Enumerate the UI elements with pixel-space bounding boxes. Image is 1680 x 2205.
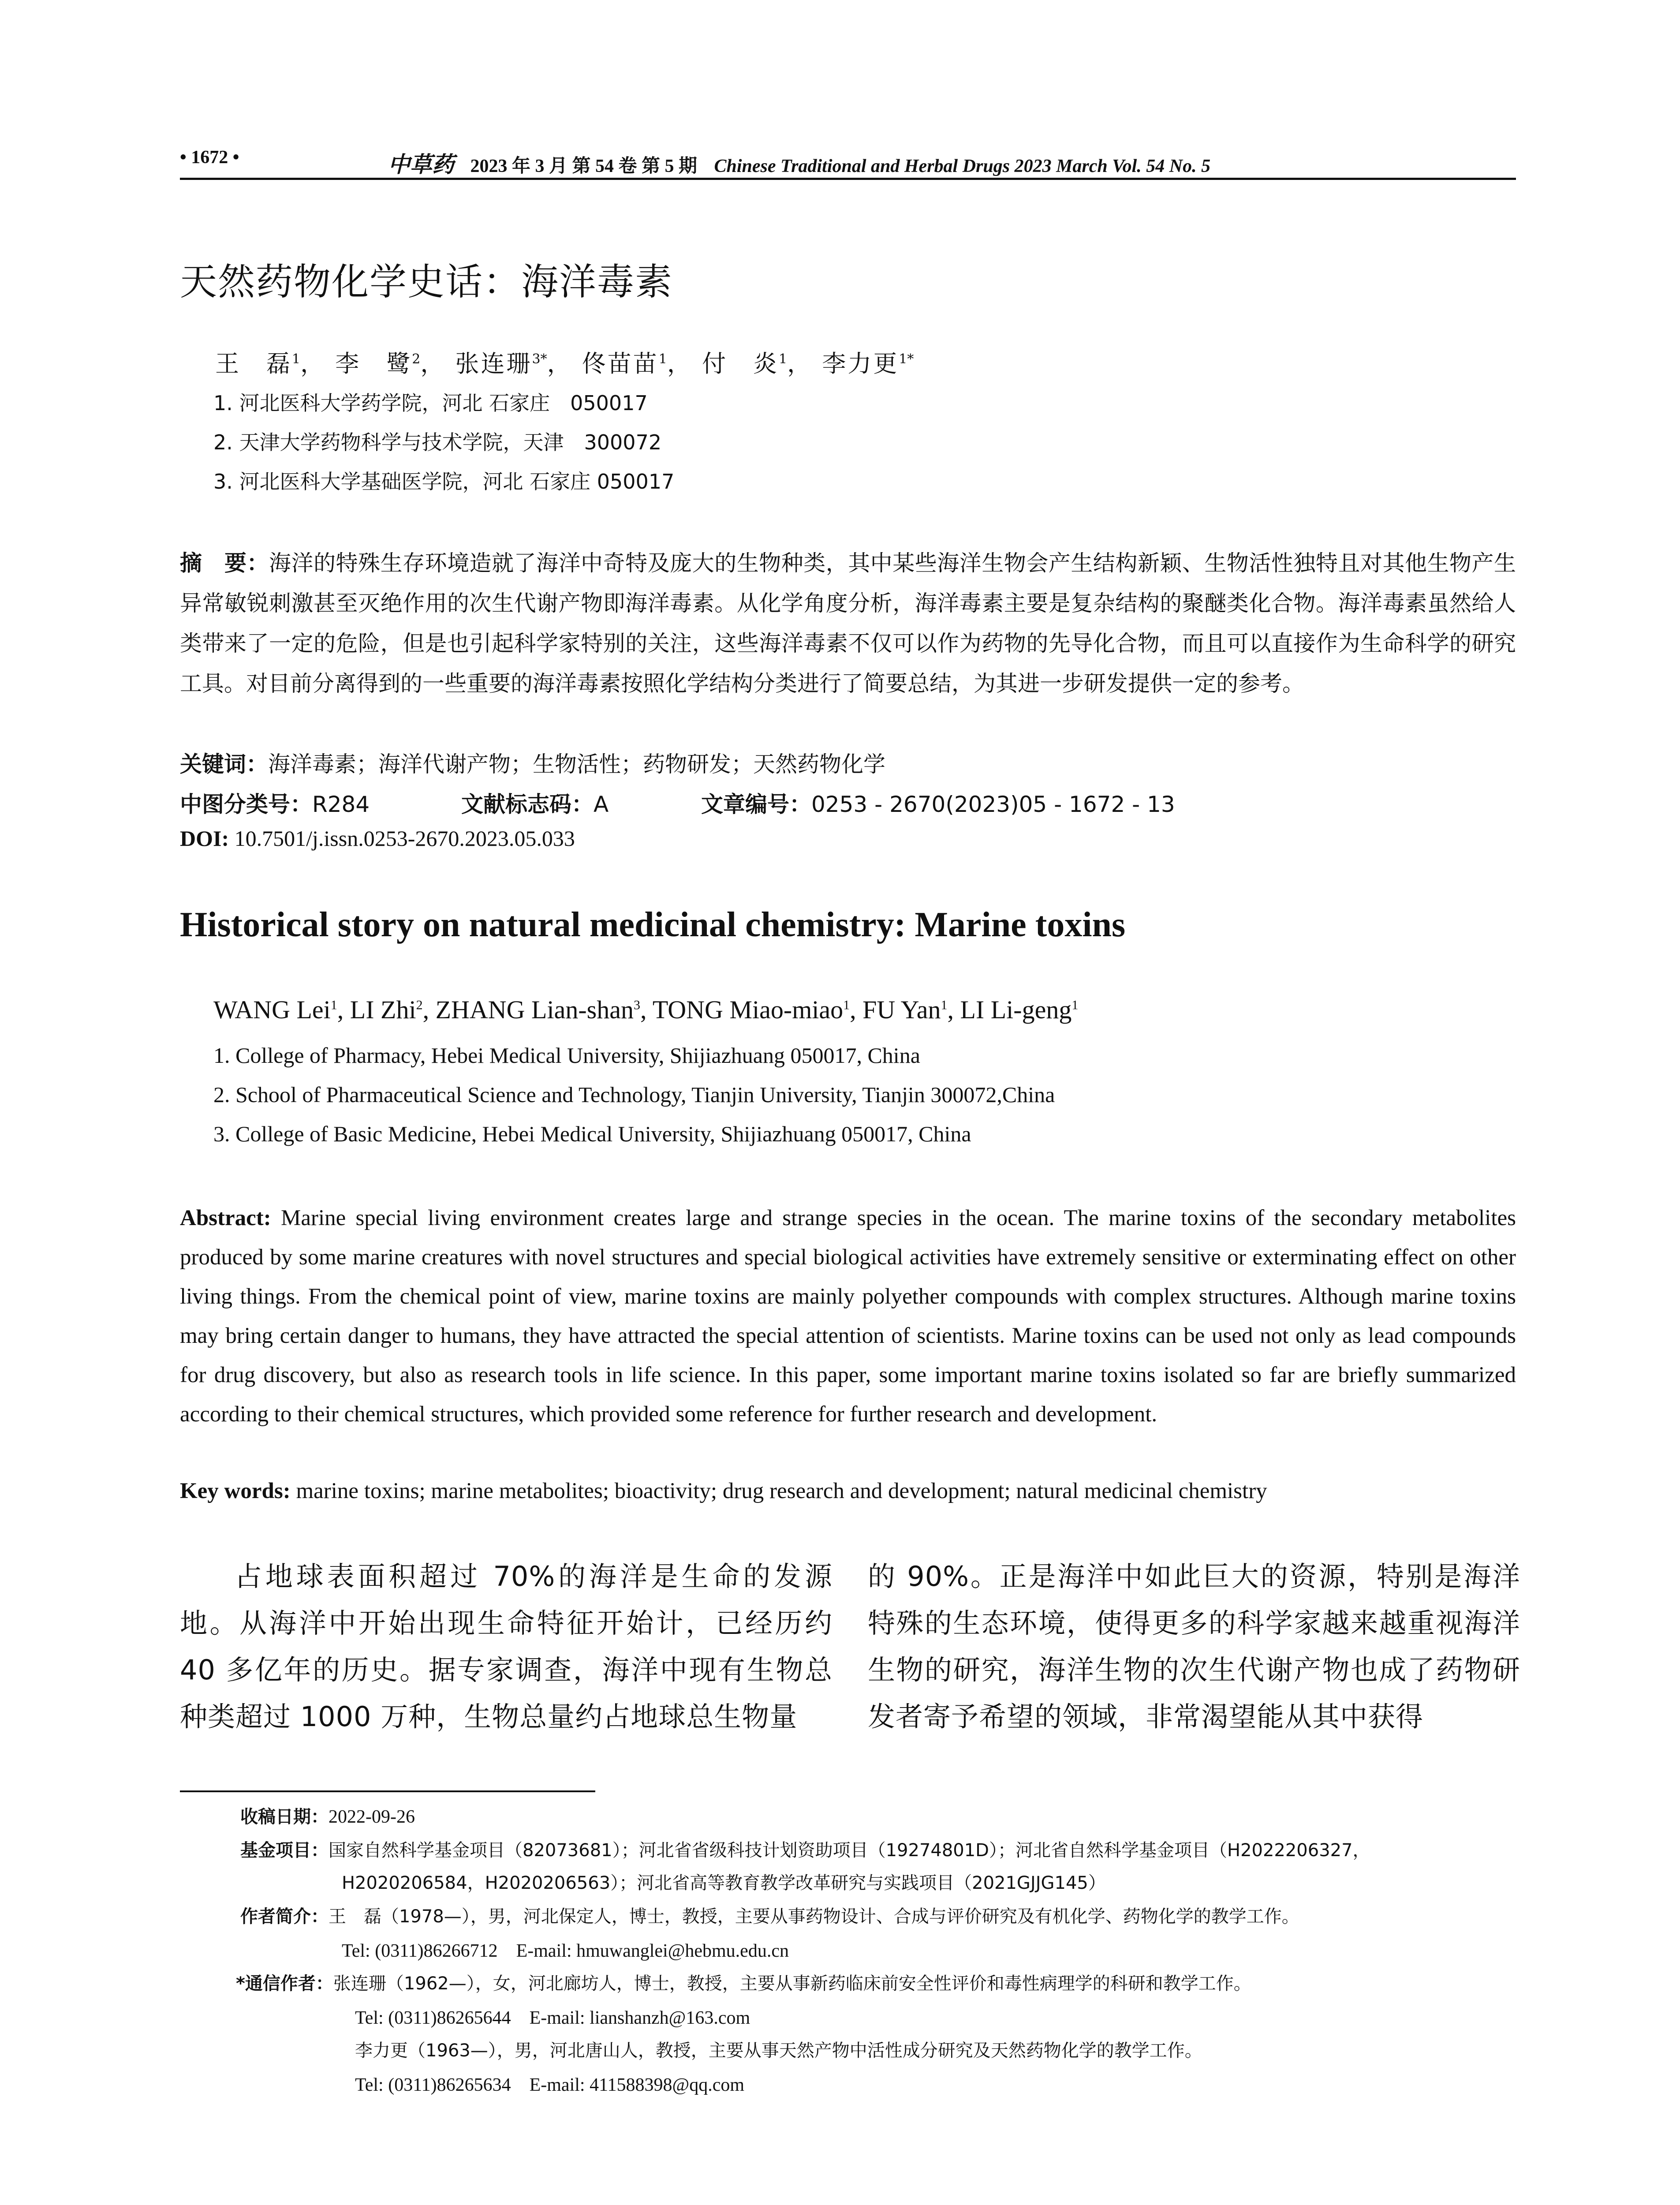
en-abstract-line: exterminating effect on other living things. From the chemical point of view, marine toxins are mainly polyether compounds with — [180, 1245, 1516, 1309]
cn-title: 天然药物化学史话：海洋毒素 — [180, 260, 673, 303]
clc-label: 中图分类号： — [180, 792, 312, 817]
en-keywords-text: marine toxins; marine metabolites; bioactivity; drug research and development; natural medicinal chemistry — [296, 1479, 1267, 1503]
doc-code-value: A — [594, 792, 609, 817]
corresponding-label: *通信作者： — [236, 1973, 333, 1994]
en-affiliation: 3. College of Basic Medicine, Hebei Medical University, Shijiazhuang 050017, China — [213, 1121, 971, 1146]
en-abstract-line: Marine special living environment creates large and strange species in the ocean. The marine toxins of the secondary — [280, 1206, 1403, 1230]
corresponding-text-second: 李力更（1963—），男，河北唐山人，教授，主要从事天然产物中活性成分研究及天然药物化学的教学工作。 — [355, 2041, 1202, 2061]
cn-keywords-text: 海洋毒素；海洋代谢产物；生物活性；药物研发；天然药物化学 — [268, 751, 885, 777]
journal-logo: 中草药 — [388, 151, 454, 177]
cn-author-affil-mark: 1 — [658, 351, 667, 367]
body-column-right: 的 90%。正是海洋中如此巨大的资源，特别是海洋特殊的生态环境，使得更多的科学家越来越重视海洋生物的研究，海洋生物的次生代谢产物也成了药物研发者寄予希望的领域，非常渴望能从其中获得 — [868, 1560, 1520, 1733]
en-author-separator: , — [850, 995, 863, 1024]
en-keywords — [180, 1478, 1267, 1504]
received-label: 收稿日期： — [240, 1807, 329, 1827]
journal-header — [388, 147, 1210, 179]
classification-line — [180, 787, 370, 818]
doi-value: 10.7501/j.issn.0253-2670.2023.05.033 — [234, 826, 575, 851]
en-author-separator: , — [640, 995, 653, 1024]
fund-info — [240, 1836, 1370, 1861]
en-author-separator: , — [422, 995, 436, 1024]
en-author-name: FU Yan — [862, 995, 941, 1024]
cn-author-affil-mark: 2 — [412, 351, 421, 367]
en-author-affil-mark: 3 — [633, 998, 640, 1013]
journal-name-en: Chinese Traditional and Herbal Drugs 2023 March Vol. 54 No. 5 — [714, 156, 1211, 176]
cn-author-affil-mark: 1 — [779, 351, 788, 367]
corresponding-contact-second: Tel: (0311)86265634 E-mail: 411588398@qq.com — [355, 2075, 745, 2095]
en-author-affil-mark: 1 — [1071, 998, 1079, 1013]
cn-author-name: 付 炎 — [702, 350, 779, 377]
cn-affiliation: 2. 天津大学药物科学与技术学院，天津 300072 — [213, 430, 662, 454]
cn-abstract-line: 化合物。海洋毒素虽然给人类带来了一定的危险，但是也引起科学家特别的关注，这些海洋毒素不仅可以作为药物的先导化 — [180, 590, 1516, 656]
header-divider — [180, 178, 1516, 180]
en-author-affil-mark: 2 — [416, 998, 423, 1013]
article-no-label: 文章编号： — [701, 792, 811, 817]
en-abstract-label: Abstract: — [180, 1206, 271, 1230]
cn-author-separator: ， — [300, 350, 326, 377]
received-value: 2022-09-26 — [329, 1807, 415, 1827]
en-author-separator: , — [337, 995, 350, 1024]
doi-label: DOI: — [180, 826, 229, 851]
cn-author-name: 李 鹭 — [335, 350, 412, 377]
en-abstract-line: for further research and development. — [818, 1402, 1157, 1427]
cn-author-list — [215, 345, 914, 379]
cn-abstract-line: 其他生物产生异常敏锐刺激甚至灭绝作用的次生代谢产物即海洋毒素。从化学角度分析，海洋毒素主要是复杂结构的聚醚类 — [180, 550, 1516, 616]
cn-author-name: 佟苗苗 — [582, 350, 659, 377]
fund-text-continued: H2020206584，H2020206563）；河北省高等教育教学改革研究与实践项目（2021GJJG145） — [342, 1873, 1106, 1893]
fund-text: 国家自然科学基金项目（82073681）；河北省省级科技计划资助项目（19274801D）；河北省自然科学基金项目（H2022206327， — [329, 1840, 1370, 1861]
cn-author-separator: ， — [787, 350, 813, 377]
cn-author-affil-mark: 3* — [532, 351, 547, 367]
cn-affiliation: 1. 河北医科大学药学院，河北 石家庄 050017 — [213, 391, 648, 415]
author-bio — [240, 1902, 1299, 1928]
en-author-separator: , — [947, 995, 960, 1024]
cn-abstract-line: 海洋的特殊生存环境造就了海洋中奇特及庞大的生物种类，其中某些海洋生物会产生结构新颖、生物活性独特且对 — [269, 550, 1383, 576]
cn-author-name: 李力更 — [822, 350, 899, 377]
corresponding-contact: Tel: (0311)86265644 E-mail: lianshanzh@163.com — [355, 2008, 750, 2028]
journal-issue: 2023 年 3 月 第 54 卷 第 5 期 — [470, 156, 698, 176]
cn-abstract — [180, 543, 1516, 704]
cn-author-name: 张连珊 — [455, 350, 532, 377]
received-date — [240, 1803, 415, 1828]
cn-affiliation: 3. 河北医科大学基础医学院，河北 石家庄 050017 — [213, 470, 675, 493]
en-keywords-label: Key words: — [180, 1479, 291, 1503]
author-bio-text: 王 磊（1978—），男，河北保定人，博士，教授，主要从事药物设计、合成与评价研究及有机化学、药物化学的教学工作。 — [329, 1906, 1299, 1927]
document-code — [461, 787, 609, 818]
en-author-affil-mark: 1 — [941, 998, 948, 1013]
cn-abstract-line: 合物，而且可以直接作为生命科学的研究工具。对目前分离得到的一些重要的海洋毒素按照化学结构分类进行了简要总结， — [180, 631, 1516, 696]
doi-line — [180, 826, 575, 851]
en-author-name: WANG Lei — [213, 995, 331, 1024]
en-affiliation: 2. School of Pharmaceutical Science and Technology, Tianjin University, Tianjin 300072,China — [213, 1082, 1055, 1107]
author-contact: Tel: (0311)86266712 E-mail: hmuwanglei@hebmu.edu.cn — [342, 1941, 789, 1961]
cn-keywords — [180, 747, 885, 778]
en-author-name: LI Li-geng — [960, 995, 1072, 1024]
en-title: Historical story on natural medicinal chemistry: Marine toxins — [180, 905, 1126, 944]
en-author-name: LI Zhi — [350, 995, 416, 1024]
en-author-name: ZHANG Lian-shan — [435, 995, 634, 1024]
cn-author-name: 王 磊 — [215, 350, 292, 377]
cn-author-separator: ， — [547, 350, 573, 377]
body-column-left: 占地球表面积超过 70%的海洋是生命的发源地。从海洋中开始出现生命特征开始计，已经历约 40 多亿年的历史。据专家调查，海洋中现有生物总种类超过 1000 万种，生物总量约占地球总生物量 — [180, 1560, 833, 1733]
page-number: • 1672 • — [180, 147, 239, 168]
cn-author-separator: ， — [420, 350, 446, 377]
clc-value: R284 — [312, 792, 370, 817]
corresponding-text: 张连珊（1962—），女，河北廊坊人，博士，教授，主要从事新药临床前安全性评价和毒性病理学的科研和教学工作。 — [333, 1973, 1251, 1994]
article-number — [701, 787, 1175, 818]
corresponding-author — [236, 1970, 1251, 1995]
cn-abstract-line: 为其进一步研发提供一定的参考。 — [974, 671, 1304, 696]
en-author-affil-mark: 1 — [843, 998, 850, 1013]
article-no-value: 0253 - 2670(2023)05 - 1672 - 13 — [811, 792, 1175, 817]
cn-abstract-label: 摘 要： — [180, 550, 269, 576]
fund-label: 基金项目： — [240, 1840, 329, 1861]
doc-code-label: 文献标志码： — [461, 792, 594, 817]
en-abstract — [180, 1199, 1516, 1434]
en-author-name: TONG Miao-miao — [652, 995, 844, 1024]
author-bio-label: 作者简介： — [240, 1906, 329, 1927]
cn-keywords-label: 关键词： — [180, 751, 268, 777]
en-abstract-line: metabolites produced by some marine creatures with novel structures and special biological activities have extremely sensitive or — [180, 1206, 1516, 1270]
cn-author-affil-mark: 1* — [899, 351, 914, 367]
cn-author-affil-mark: 1 — [292, 351, 301, 367]
en-abstract-line: important marine toxins isolated so far are briefly summarized according to their chemical structures, which provided some reference — [180, 1363, 1516, 1427]
cn-author-separator: ， — [667, 350, 693, 377]
en-author-affil-mark: 1 — [330, 998, 337, 1013]
en-affiliation: 1. College of Pharmacy, Hebei Medical University, Shijiazhuang 050017, China — [213, 1043, 920, 1068]
en-author-list — [213, 995, 1078, 1024]
footnote-divider — [180, 1790, 595, 1792]
en-abstract-line: complex structures. Although marine toxins may bring certain danger to humans, they have attracted the special attention of scientists. — [180, 1284, 1516, 1348]
en-abstract-line: Marine toxins can be used not only as lead compounds for drug discovery, but also as research tools in life science. In this paper, some — [180, 1323, 1516, 1387]
